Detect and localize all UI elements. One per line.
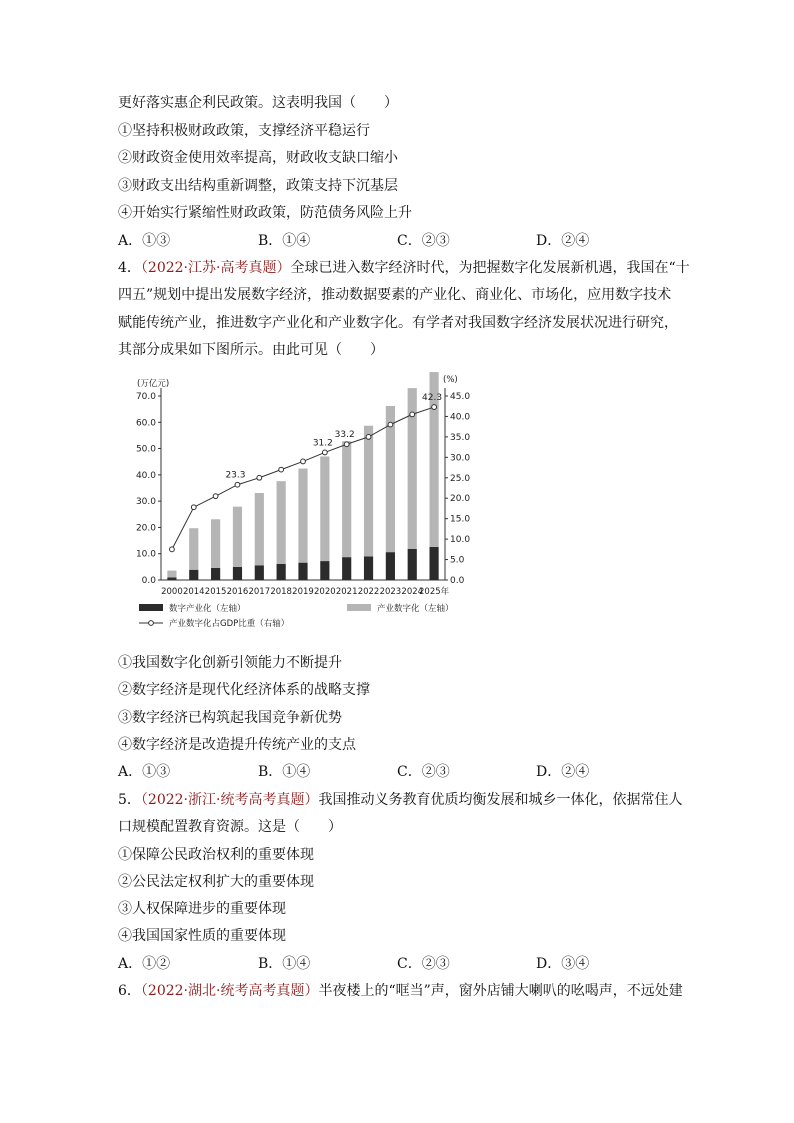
q4-stem-line-1 xyxy=(118,258,690,278)
q4-item-1: ①我国数字化创新引领能力不断提升 xyxy=(118,655,342,671)
x-tick-label: 2021 xyxy=(335,587,358,597)
left-tick-label: 40.0 xyxy=(135,470,156,481)
right-tick-label: 5.0 xyxy=(450,555,465,566)
bar-industrial-digitalization xyxy=(189,528,198,570)
left-tick-label: 0.0 xyxy=(141,576,156,586)
bar-digital-industrialization xyxy=(364,556,373,580)
q5-stem-text-1: 我国推动义务教育优质均衡发展和城乡一体化，依据常住人 xyxy=(318,792,683,808)
gdp-share-point xyxy=(432,405,437,410)
q4-stem-line-4: 其部分成果如下图所示。由此可见（ ） xyxy=(118,342,384,358)
left-tick-label: 20.0 xyxy=(135,523,156,534)
gdp-share-data-label: 23.3 xyxy=(225,470,246,481)
left-axis-unit: (万亿元) xyxy=(137,379,170,389)
bar-industrial-digitalization xyxy=(211,519,220,568)
left-tick-label: 60.0 xyxy=(135,418,156,429)
bar-digital-industrialization xyxy=(386,552,395,580)
q3-item-1: ①坚持积极财政政策，支撑经济平稳运行 xyxy=(118,123,370,139)
bar-digital-industrialization xyxy=(408,549,417,580)
q3-stem: 更好落实惠企利民政策。这表明我国（ ） xyxy=(118,95,398,111)
q6-source: （2022·湖北·统考高考真题） xyxy=(140,983,319,999)
bar-digital-industrialization xyxy=(429,547,438,580)
q5-item-4: ④我国国家性质的重要体现 xyxy=(118,928,286,944)
x-tick-label: 2019 xyxy=(292,587,314,597)
gdp-share-data-label: 42.3 xyxy=(422,393,443,404)
q3-option-a[interactable]: A．①③ xyxy=(118,233,171,249)
q6-number: 6． xyxy=(118,983,141,999)
gdp-share-point xyxy=(170,547,175,552)
left-tick-label: 30.0 xyxy=(135,497,156,508)
left-tick-label: 70.0 xyxy=(135,392,156,402)
x-tick-label: 2023 xyxy=(379,587,402,597)
left-tick-label: 50.0 xyxy=(135,444,156,455)
x-tick-label: 2024 xyxy=(401,587,424,597)
q5-stem-line-1 xyxy=(118,790,682,810)
bar-industrial-digitalization xyxy=(298,469,307,563)
bar-industrial-digitalization xyxy=(167,571,176,578)
q6-stem-line-1 xyxy=(118,981,683,1001)
bar-digital-industrialization xyxy=(189,570,198,580)
bar-digital-industrialization xyxy=(255,565,264,580)
bar-digital-industrialization xyxy=(211,568,220,580)
gdp-share-point xyxy=(301,459,306,464)
right-tick-label: 15.0 xyxy=(450,514,471,525)
gdp-share-point xyxy=(191,505,196,510)
q4-option-b[interactable]: B．①④ xyxy=(258,764,311,780)
q3-item-4: ④开始实行紧缩性财政政策，防范债务风险上升 xyxy=(118,205,412,221)
right-tick-label: 10.0 xyxy=(450,535,471,546)
bar-digital-industrialization xyxy=(233,567,242,580)
bar-digital-industrialization xyxy=(298,563,307,580)
q4-option-c[interactable]: C．②③ xyxy=(397,764,450,780)
q4-option-a[interactable]: A．①③ xyxy=(118,764,171,780)
gdp-share-point xyxy=(388,422,393,427)
bar-industrial-digitalization xyxy=(386,406,395,552)
q5-option-b[interactable]: B．①④ xyxy=(258,956,311,972)
q3-item-3: ③财政支出结构重新调整，政策支持下沉基层 xyxy=(118,178,398,194)
bar-industrial-digitalization xyxy=(364,426,373,557)
q4-option-d[interactable]: D．②④ xyxy=(536,764,590,780)
gdp-share-data-label: 33.2 xyxy=(334,430,355,441)
q3-options xyxy=(118,231,678,251)
bar-industrial-digitalization xyxy=(320,456,329,561)
x-tick-label: 2015 xyxy=(204,587,227,597)
legend-marker-gdp-share xyxy=(149,621,154,626)
q5-source: （2022·浙江·统考高考真题） xyxy=(140,792,319,808)
bar-digital-industrialization xyxy=(277,564,286,580)
right-tick-label: 25.0 xyxy=(450,473,471,484)
q4-stem-line-2: 四五”规划中提出发展数字经济，推动数据要素的产业化、商业化、市场化，应用数字技术 xyxy=(118,287,672,303)
digital-economy-chart xyxy=(115,368,485,640)
q5-stem-line-2: 口规模配置教育资源。这是（ ） xyxy=(118,819,342,835)
q4-source: （2022·江苏·高考真题） xyxy=(140,260,291,276)
legend-label-industrial-digitalization: 产业数字化（左轴） xyxy=(377,604,454,614)
right-tick-label: 40.0 xyxy=(450,412,471,423)
q3-option-b[interactable]: B．①④ xyxy=(258,233,311,249)
x-tick-label: 2022 xyxy=(357,587,380,597)
right-tick-label: 30.0 xyxy=(450,453,471,464)
right-tick-label: 20.0 xyxy=(450,494,471,505)
x-tick-label: 2016 xyxy=(226,587,249,597)
q4-options xyxy=(118,762,678,782)
right-tick-label: 45.0 xyxy=(450,392,471,402)
bar-industrial-digitalization xyxy=(342,441,351,557)
bar-industrial-digitalization xyxy=(233,507,242,567)
q5-item-2: ②公民法定权利扩大的重要体现 xyxy=(118,874,314,890)
legend-swatch-digital-industrialization xyxy=(139,604,163,611)
x-tick-label: 2025年 xyxy=(419,587,450,597)
q3-item-2: ②财政资金使用效率提高，财政收支缺口缩小 xyxy=(118,150,398,166)
gdp-share-point xyxy=(366,434,371,439)
x-tick-label: 2020 xyxy=(314,587,336,597)
q3-option-c[interactable]: C．②③ xyxy=(397,233,450,249)
bar-digital-industrialization xyxy=(342,557,351,580)
q6-stem-text-1: 半夜楼上的“哐当”声，窗外店铺大喇叭的吆喝声，不远处建 xyxy=(318,983,683,999)
bar-industrial-digitalization xyxy=(255,493,264,565)
q5-options xyxy=(118,954,678,974)
q5-option-c[interactable]: C．②③ xyxy=(397,956,450,972)
left-tick-label: 10.0 xyxy=(135,549,156,560)
bar-industrial-digitalization xyxy=(277,481,286,564)
gdp-share-data-label: 31.2 xyxy=(312,438,333,449)
x-tick-label: 2017 xyxy=(248,587,271,597)
q5-item-1: ①保障公民政治权利的重要体现 xyxy=(118,847,314,863)
gdp-share-point xyxy=(257,475,262,480)
legend-swatch-industrial-digitalization xyxy=(347,604,371,611)
gdp-share-point xyxy=(213,494,218,499)
x-tick-label: 2014 xyxy=(182,587,205,597)
q5-item-3: ③人权保障进步的重要体现 xyxy=(118,901,286,917)
gdp-share-point xyxy=(410,412,415,417)
bar-digital-industrialization xyxy=(167,577,176,580)
q5-option-d[interactable]: D．③④ xyxy=(536,956,590,972)
gdp-share-point xyxy=(322,450,327,455)
q4-item-3: ③数字经济已构筑起我国竞争新优势 xyxy=(118,710,342,726)
q4-stem-text-1: 全球已进入数字经济时代，为把握数字化发展新机遇，我国在“十 xyxy=(290,260,690,276)
q4-number: 4． xyxy=(118,260,141,276)
gdp-share-point xyxy=(235,482,240,487)
q3-option-d[interactable]: D．②④ xyxy=(536,233,590,249)
right-tick-label: 35.0 xyxy=(450,432,471,443)
legend-label-digital-industrialization: 数字产业化（左轴） xyxy=(169,604,246,614)
gdp-share-point xyxy=(279,467,284,472)
q4-stem-line-3: 赋能传统产业，推进数字产业化和产业数字化。有学者对我国数字经济发展状况进行研究， xyxy=(118,315,678,331)
q4-item-4: ④数字经济是改造提升传统产业的支点 xyxy=(118,737,356,753)
gdp-share-point xyxy=(344,442,349,447)
x-tick-label: 2018 xyxy=(270,587,292,597)
bar-digital-industrialization xyxy=(320,561,329,580)
legend-label-gdp-share: 产业数字化占GDP比重（右轴） xyxy=(169,619,290,629)
x-tick-label: 2000 xyxy=(161,587,183,597)
right-tick-label: 0.0 xyxy=(450,576,465,586)
right-axis-unit: (%) xyxy=(443,375,458,385)
q5-option-a[interactable]: A．①② xyxy=(118,956,171,972)
q4-item-2: ②数字经济是现代化经济体系的战略支撑 xyxy=(118,682,370,698)
q5-number: 5． xyxy=(118,792,141,808)
